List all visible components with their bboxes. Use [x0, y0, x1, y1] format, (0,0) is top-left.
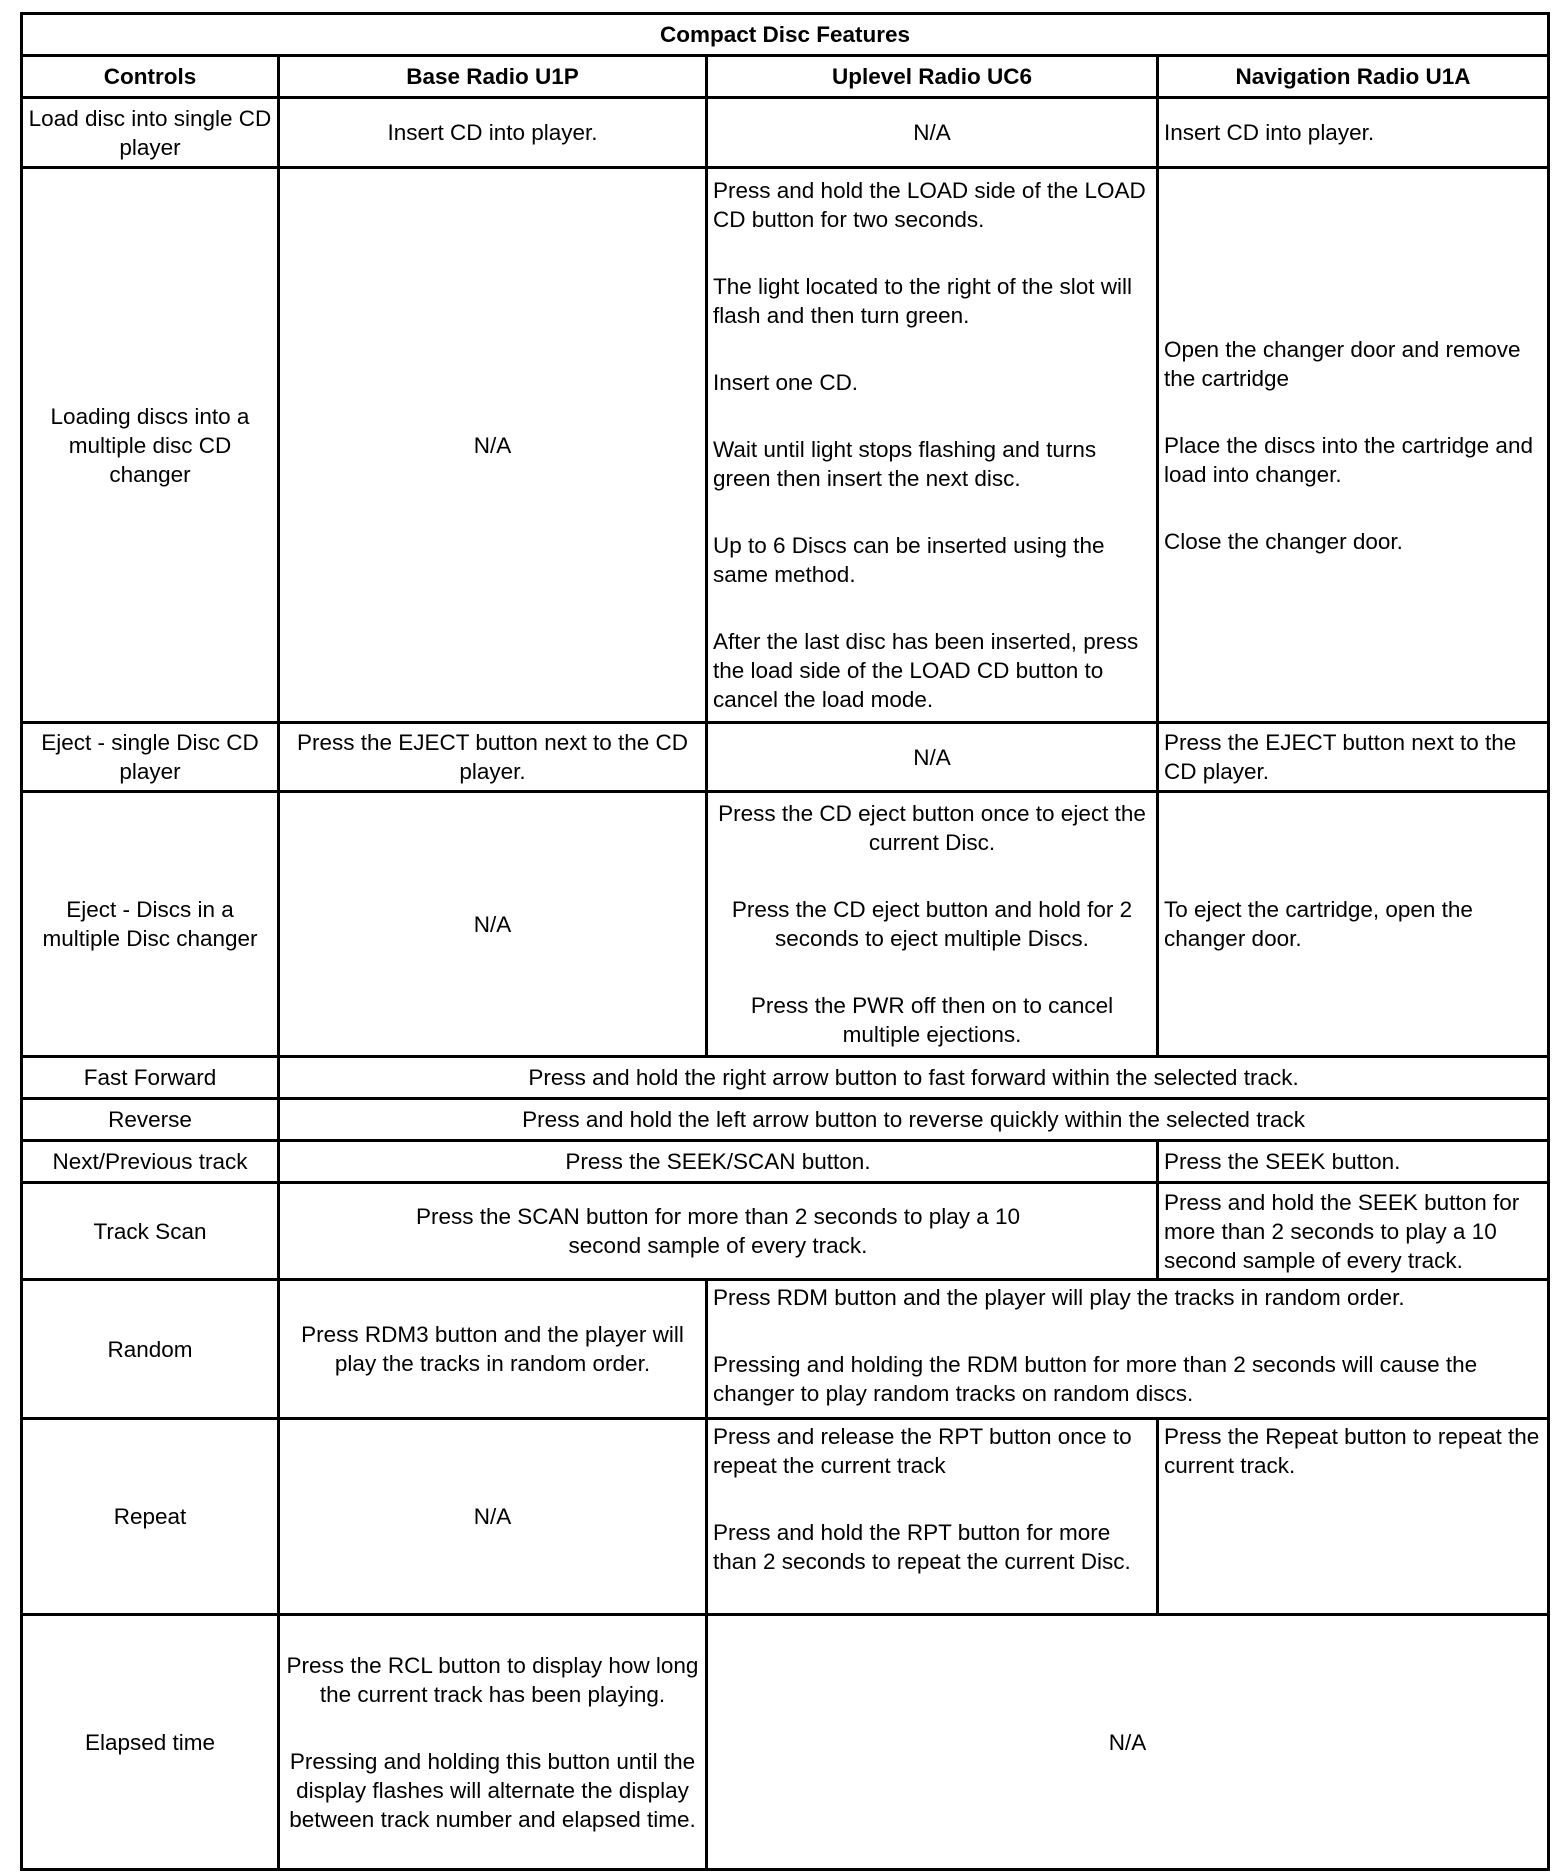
u1a-cell: Insert CD into player.: [1158, 98, 1549, 168]
table-row: [22, 1280, 1549, 1419]
uc6-cell: [707, 168, 1158, 723]
instruction: Press RDM button and the player will play the tracks in random order.: [713, 1285, 1405, 1310]
header-navigation-radio: Navigation Radio U1A: [1158, 56, 1549, 98]
u1a-cell: To eject the cartridge, open the changer door.: [1158, 792, 1549, 1057]
instruction: Wait until light stops flashing and turns green then insert the next disc.: [713, 437, 1097, 491]
table-row: [22, 1183, 1549, 1280]
instruction: Press the RCL button to display how long the current track has been playing.: [286, 1652, 699, 1707]
instruction: Place the discs into the cartridge and load into changer.: [1164, 432, 1533, 487]
table-row: [22, 98, 1549, 168]
table-row: [22, 1141, 1549, 1183]
u1p-cell: Press the EJECT button next to the CD player.: [279, 723, 707, 792]
control-cell: Reverse: [22, 1099, 279, 1141]
u1p-uc6-cell: Press the SCAN button for more than 2 seconds to play a 10 second sample of every track.: [279, 1183, 1158, 1280]
u1p-cell: [279, 1615, 707, 1870]
u1p-cell: Insert CD into player.: [279, 98, 707, 168]
instruction: Pressing and holding this button until the display flashes will alternate the display between track number and elapsed time.: [289, 1748, 696, 1832]
instruction: Pressing and holding the RDM button for more than 2 seconds will cause the changer to play random tracks on random discs.: [713, 1352, 1478, 1406]
instruction: Press and release the RPT button once to repeat the current track: [713, 1424, 1132, 1478]
instruction: Up to 6 Discs can be inserted using the same method.: [713, 533, 1105, 587]
table-title-row: [22, 14, 1549, 56]
instruction: Press and hold the RPT button for more than 2 seconds to repeat the current Disc.: [713, 1520, 1131, 1574]
u1p-cell: Press RDM3 button and the player will play the tracks in random order.: [279, 1280, 707, 1419]
instruction: After the last disc has been inserted, press the load side of the LOAD CD button to cancel the load mode.: [713, 629, 1139, 712]
uc6-cell: [707, 792, 1158, 1057]
instruction: Press the CD eject button and hold for 2 seconds to eject multiple Discs.: [731, 897, 1133, 951]
header-base-radio: Base Radio U1P: [279, 56, 707, 98]
instruction: Press and hold the LOAD side of the LOAD CD button for two seconds.: [713, 178, 1146, 232]
control-cell: Load disc into single CD player: [22, 98, 279, 168]
table-row: [22, 1099, 1549, 1141]
u1p-cell: N/A: [279, 168, 707, 723]
uc6-cell: N/A: [707, 98, 1158, 168]
instruction: Close the changer door.: [1164, 528, 1403, 554]
uc6-cell: [707, 1419, 1158, 1615]
u1a-cell: Press the Repeat button to repeat the current track.: [1158, 1419, 1549, 1615]
control-cell: Eject - single Disc CD player: [22, 723, 279, 792]
all-radios-cell: Press and hold the left arrow button to reverse quickly within the selected track: [279, 1099, 1549, 1141]
table-row: [22, 1057, 1549, 1099]
table-title: Compact Disc Features: [22, 14, 1549, 56]
instruction: Open the changer door and remove the cartridge: [1164, 336, 1521, 391]
control-cell: Repeat: [22, 1419, 279, 1615]
u1p-uc6-cell: Press the SEEK/SCAN button.: [279, 1141, 1158, 1183]
table-row: [22, 168, 1549, 723]
uc6-u1a-cell: [707, 1280, 1549, 1419]
header-controls: Controls: [22, 56, 279, 98]
all-radios-cell: Press and hold the right arrow button to fast forward within the selected track.: [279, 1057, 1549, 1099]
control-cell: Next/Previous track: [22, 1141, 279, 1183]
instruction: The light located to the right of the slot will flash and then turn green.: [713, 274, 1132, 328]
u1a-cell: Press the SEEK button.: [1158, 1141, 1549, 1183]
u1a-cell: Press and hold the SEEK button for more than 2 seconds to play a 10 second sample of every track.: [1158, 1183, 1549, 1280]
table-row: [22, 723, 1549, 792]
instruction: Press the CD eject button once to eject the current Disc.: [718, 801, 1146, 855]
control-cell: Random: [22, 1280, 279, 1419]
uc6-u1a-cell: N/A: [707, 1615, 1549, 1870]
u1a-cell: Press the EJECT button next to the CD player.: [1158, 723, 1549, 792]
control-cell: Fast Forward: [22, 1057, 279, 1099]
instruction: Insert one CD.: [713, 370, 859, 395]
uc6-cell: N/A: [707, 723, 1158, 792]
control-cell: Eject - Discs in a multiple Disc changer: [22, 792, 279, 1057]
table-row: [22, 792, 1549, 1057]
control-cell: Elapsed time: [22, 1615, 279, 1870]
table-row: [22, 1419, 1549, 1615]
header-row: [22, 56, 1549, 98]
control-cell: Track Scan: [22, 1183, 279, 1280]
instruction: Press the PWR off then on to cancel multiple ejections.: [750, 993, 1114, 1047]
compact-disc-features-table: [20, 12, 1550, 1871]
u1p-cell: N/A: [279, 792, 707, 1057]
u1a-cell: [1158, 168, 1549, 723]
header-uplevel-radio: Uplevel Radio UC6: [707, 56, 1158, 98]
control-cell: Loading discs into a multiple disc CD changer: [22, 168, 279, 723]
u1p-cell: N/A: [279, 1419, 707, 1615]
table-row: [22, 1615, 1549, 1870]
